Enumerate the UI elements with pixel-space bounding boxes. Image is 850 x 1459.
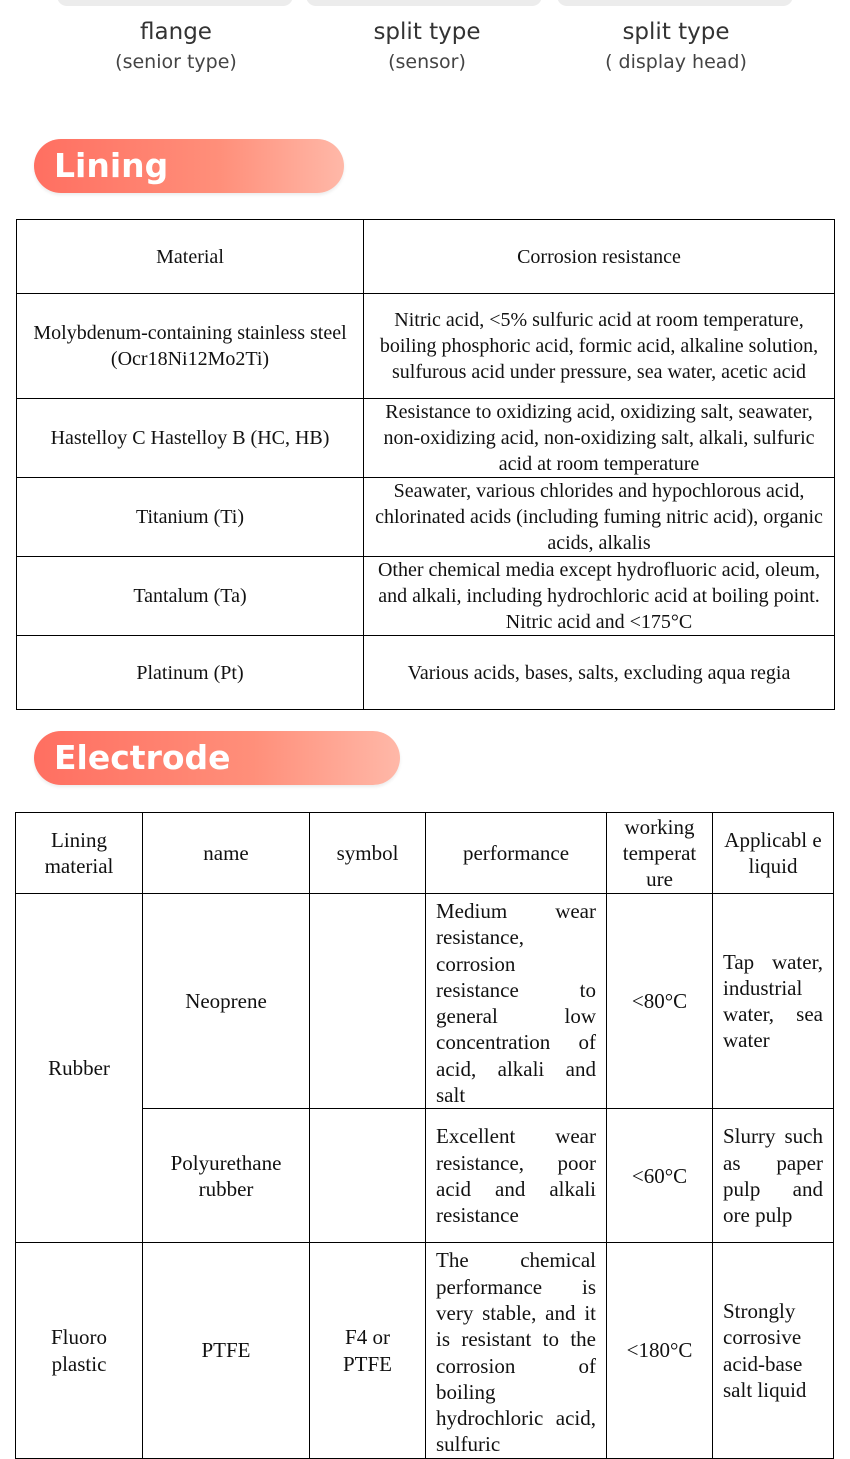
lining-table	[16, 219, 835, 710]
lining-selection-heading: Lining selection	[34, 139, 344, 193]
table-row	[16, 894, 834, 1109]
header-working-temperature: working temperat ure	[607, 813, 713, 894]
type-caption-sub: (sensor)	[388, 51, 466, 73]
table-row	[17, 636, 835, 710]
image-tab-1	[57, 0, 293, 6]
header-lining-material: Lining material	[16, 813, 143, 894]
table-header-row	[16, 813, 834, 894]
type-caption-sub: (senior type)	[115, 51, 237, 73]
type-caption-main: split type	[622, 19, 730, 45]
table-row	[16, 1243, 834, 1458]
performance-cell: The chemical performance is very stable, and it is resistant to the corrosion of boiling hydrochloric acid, sulfuric	[426, 1243, 607, 1458]
resistance-cell: Nitric acid, <5% sulfuric acid at room temperature, boiling phosphoric acid, formic acid, alkaline solution, sulfurous acid under pressure, sea water, acetic acid	[364, 294, 835, 399]
temperature-cell: <180°C	[607, 1243, 713, 1458]
type-caption-sub: ( display head)	[605, 51, 747, 73]
symbol-cell: F4 or PTFE	[310, 1243, 426, 1458]
material-cell: Titanium (Ti)	[17, 478, 364, 557]
resistance-cell: Resistance to oxidizing acid, oxidizing salt, seawater, non-oxidizing acid, non-oxidizing salt, alkali, sulfuric acid at room temperature	[364, 399, 835, 478]
material-cell: Tantalum (Ta)	[17, 557, 364, 636]
type-caption-display-head	[556, 16, 796, 76]
temperature-cell: <80°C	[607, 894, 713, 1109]
type-caption-main: flange	[140, 19, 212, 45]
material-cell: Molybdenum-containing stainless steel (Ocr18Ni12Mo2Ti)	[17, 294, 364, 399]
symbol-cell	[310, 894, 426, 1109]
liquid-cell: Tap water, industrial water, sea water	[713, 894, 834, 1109]
performance-cell: Excellent wear resistance, poor acid and alkali resistance	[426, 1109, 607, 1243]
name-cell: PTFE	[143, 1243, 310, 1458]
header-applicable-liquid: Applicabl e liquid	[713, 813, 834, 894]
liquid-cell: Strongly corrosive acid-base salt liquid	[713, 1243, 834, 1458]
table-row	[17, 557, 835, 636]
type-caption-flange	[56, 16, 296, 76]
material-cell: Hastelloy C Hastelloy B (HC, HB)	[17, 399, 364, 478]
electrode-selection-heading: Electrode selection	[34, 731, 400, 785]
table-header-row	[17, 220, 835, 294]
resistance-cell: Various acids, bases, salts, excluding aqua regia	[364, 636, 835, 710]
header-symbol: symbol	[310, 813, 426, 894]
image-tab-3	[557, 0, 793, 6]
lining-group-cell: Fluoro plastic	[16, 1243, 143, 1458]
image-tab-2	[306, 0, 542, 6]
header-name: name	[143, 813, 310, 894]
temperature-cell: <60°C	[607, 1109, 713, 1243]
type-caption-main: split type	[373, 19, 481, 45]
electrode-table	[15, 812, 834, 1459]
material-cell: Platinum (Pt)	[17, 636, 364, 710]
resistance-cell: Seawater, various chlorides and hypochlorous acid, chlorinated acids (including fuming nitric acid), organic acids, alkalis	[364, 478, 835, 557]
header-corrosion-resistance: Corrosion resistance	[364, 220, 835, 294]
name-cell: Neoprene	[143, 894, 310, 1109]
table-row	[17, 399, 835, 478]
resistance-cell: Other chemical media except hydrofluoric acid, oleum, and alkali, including hydrochloric acid at boiling point. Nitric acid and <175°C	[364, 557, 835, 636]
type-caption-sensor	[307, 16, 547, 76]
liquid-cell: Slurry such as paper pulp and ore pulp	[713, 1109, 834, 1243]
table-row	[17, 294, 835, 399]
name-cell: Polyurethane rubber	[143, 1109, 310, 1243]
table-row	[17, 478, 835, 557]
performance-cell: Medium wear resistance, corrosion resistance to general low concentration of acid, alkali and salt	[426, 894, 607, 1109]
header-performance: performance	[426, 813, 607, 894]
header-material: Material	[17, 220, 364, 294]
lining-group-cell: Rubber	[16, 894, 143, 1243]
symbol-cell	[310, 1109, 426, 1243]
